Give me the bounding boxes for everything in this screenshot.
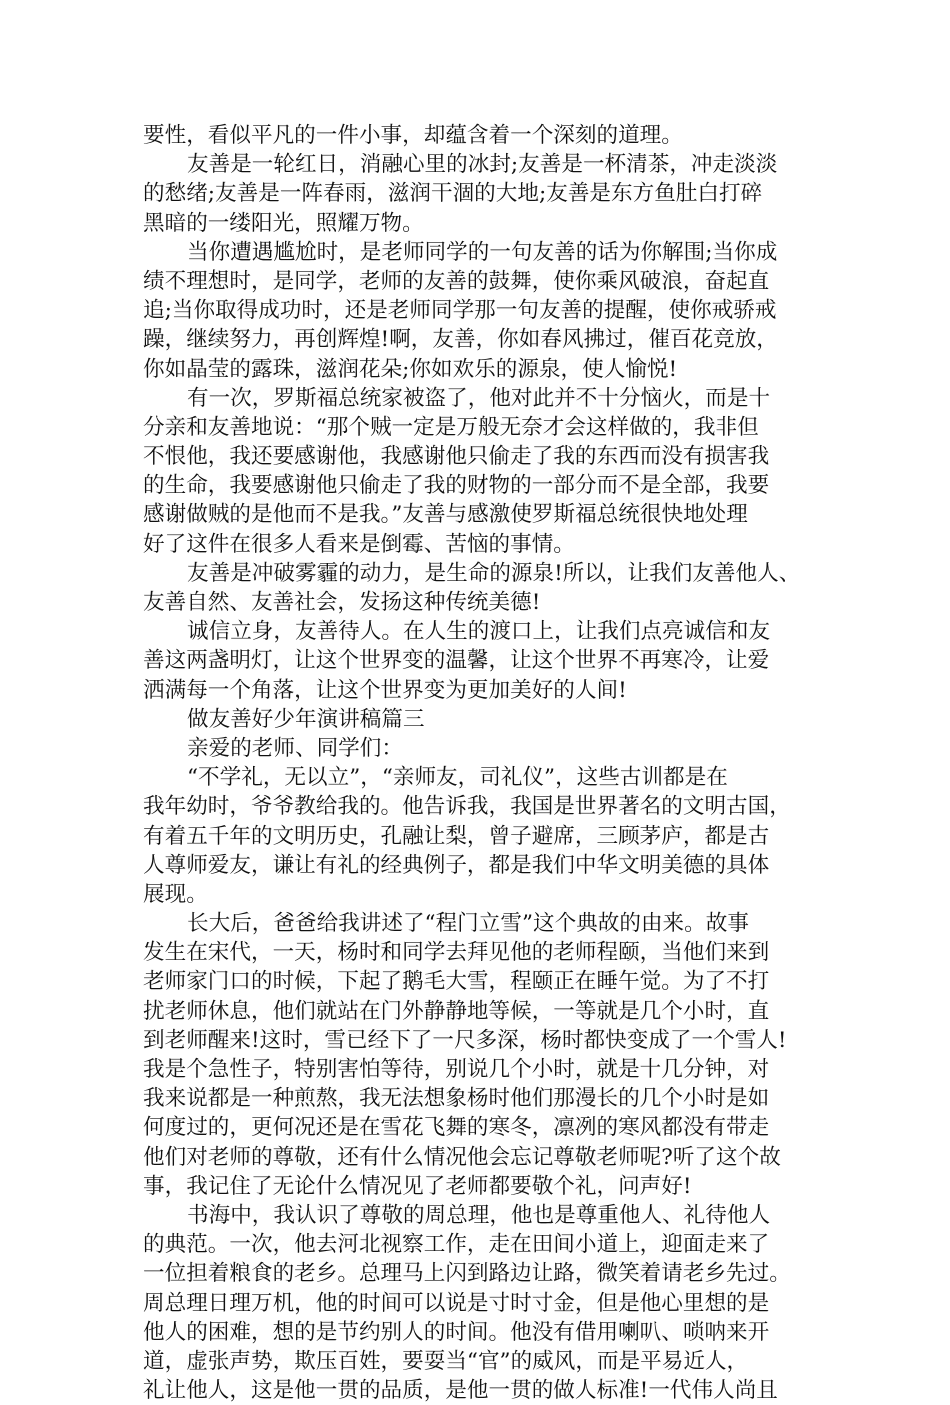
text-line: 做友善好少年演讲稿篇三 — [187, 706, 425, 732]
text-line: 当你遭遇尴尬时，是老师同学的一句友善的话为你解围;当你成 — [187, 239, 778, 265]
text-line: 有着五千年的文明历史，孔融让梨，曾子避席，三顾茅庐，都是古 — [143, 823, 770, 849]
text-line: 我年幼时，爷爷教给我的。他告诉我，我国是世界著名的文明古国， — [143, 794, 791, 820]
text-line: 友善是一轮红日，消融心里的冰封;友善是一杯清茶，冲走淡淡 — [187, 152, 778, 178]
text-line: 我来说都是一种煎熬，我无法想象杨时他们那漫长的几个小时是如 — [143, 1086, 770, 1112]
text-line: 绩不理想时，是同学，老师的友善的鼓舞，使你乘风破浪，奋起直 — [143, 268, 770, 294]
text-line: 何度过的，更何况还是在雪花飞舞的寒冬，凛冽的寒风都没有带走 — [143, 1115, 770, 1141]
text-line: 人尊师爱友，谦让有礼的经典例子，都是我们中华文明美德的具体 — [143, 852, 770, 878]
text-line: 他们对老师的尊敬，还有什么情况他会忘记尊敬老师呢?听了这个故 — [143, 1144, 781, 1170]
text-line: “不学礼，无以立”，“亲师友，司礼仪”，这些古训都是在 — [187, 765, 728, 791]
text-line: 一位担着粮食的老乡。总理马上闪到路边让路，微笑着请老乡先过。 — [143, 1261, 791, 1287]
text-line: 到老师醒来!这时，雪已经下了一尺多深，杨时都快变成了一个雪人! — [143, 1027, 787, 1053]
text-line: 书海中，我认识了尊敬的周总理，他也是尊重他人、礼待他人 — [187, 1202, 771, 1228]
text-line: 善这两盏明灯，让这个世界变的温馨，让这个世界不再寒冷，让爱 — [143, 648, 770, 674]
text-line: 不恨他，我还要感谢他，我感谢他只偷走了我的东西而没有损害我 — [143, 444, 770, 470]
text-line: 的典范。一次，他去河北视察工作，走在田间小道上，迎面走来了 — [143, 1232, 770, 1258]
text-line: 黑暗的一缕阳光，照耀万物。 — [143, 210, 424, 236]
text-line: 展现。 — [143, 881, 208, 907]
text-line: 我是个急性子，特别害怕等待，别说几个小时，就是十几分钟，对 — [143, 1057, 770, 1082]
text-line: 周总理日理万机，他的时间可以说是寸时寸金，但是他心里想的是 — [143, 1290, 770, 1316]
text-line: 的生命，我要感谢他只偷走了我的财物的一部分而不是全部，我要 — [143, 473, 770, 499]
text-line: 他人的困难，想的是节约别人的时间。他没有借用喇叭、唢呐来开 — [143, 1319, 770, 1345]
text-line: 感谢做贼的是他而不是我。”友善与感激使罗斯福总统很快地处理 — [143, 502, 748, 528]
text-line: 要性，看似平凡的一件小事，却蕴含着一个深刻的道理。 — [143, 123, 683, 148]
text-line: 分亲和友善地说：“那个贼一定是万般无奈才会这样做的，我非但 — [143, 414, 759, 440]
text-line: 礼让他人，这是他一贯的品质，是他一贯的做人标准!一代伟人尚且 — [143, 1378, 778, 1404]
text-line: 好了这件在很多人看来是倒霉、苦恼的事情。 — [143, 531, 575, 557]
text-line: 洒满每一个角落，让这个世界变为更加美好的人间! — [143, 677, 627, 703]
text-line: 你如晶莹的露珠，滋润花朵;你如欢乐的源泉，使人愉悦! — [143, 356, 678, 382]
text-line: 亲爱的老师、同学们： — [187, 735, 403, 761]
text-line: 的愁绪;友善是一阵春雨，滋润干涸的大地;友善是东方鱼肚白打碎 — [143, 181, 763, 207]
text-line: 发生在宋代，一天，杨时和同学去拜见他的老师程颐，当他们来到 — [143, 940, 770, 966]
text-line: 扰老师休息，他们就站在门外静静地等候，一等就是几个小时，直 — [143, 998, 770, 1024]
text-line: 诚信立身，友善待人。在人生的渡口上，让我们点亮诚信和友 — [187, 619, 771, 645]
text-line: 道，虚张声势，欺压百姓，要耍当“官”的威风，而是平易近人， — [143, 1348, 749, 1374]
text-line: 长大后，爸爸给我讲述了“程门立雪”这个典故的由来。故事 — [187, 911, 749, 937]
text-line: 友善自然、友善社会，发扬这种传统美德! — [143, 590, 541, 615]
text-line: 事，我记住了无论什么情况见了老师都要敬个礼，问声好! — [143, 1173, 692, 1199]
text-line: 躁，继续努力，再创辉煌!啊，友善，你如春风拂过，催百花竞放， — [143, 327, 778, 353]
text-line: 友善是冲破雾霾的动力，是生命的源泉!所以，让我们友善他人、 — [187, 560, 801, 586]
text-line: 老师家门口的时候，下起了鹅毛大雪，程颐正在睡午觉。为了不打 — [143, 969, 770, 995]
text-line: 有一次，罗斯福总统家被盗了，他对此并不十分恼火，而是十 — [187, 385, 771, 411]
body-text — [143, 121, 833, 1405]
text-line: 追;当你取得成功时，还是老师同学那一句友善的提醒，使你戒骄戒 — [143, 298, 777, 324]
